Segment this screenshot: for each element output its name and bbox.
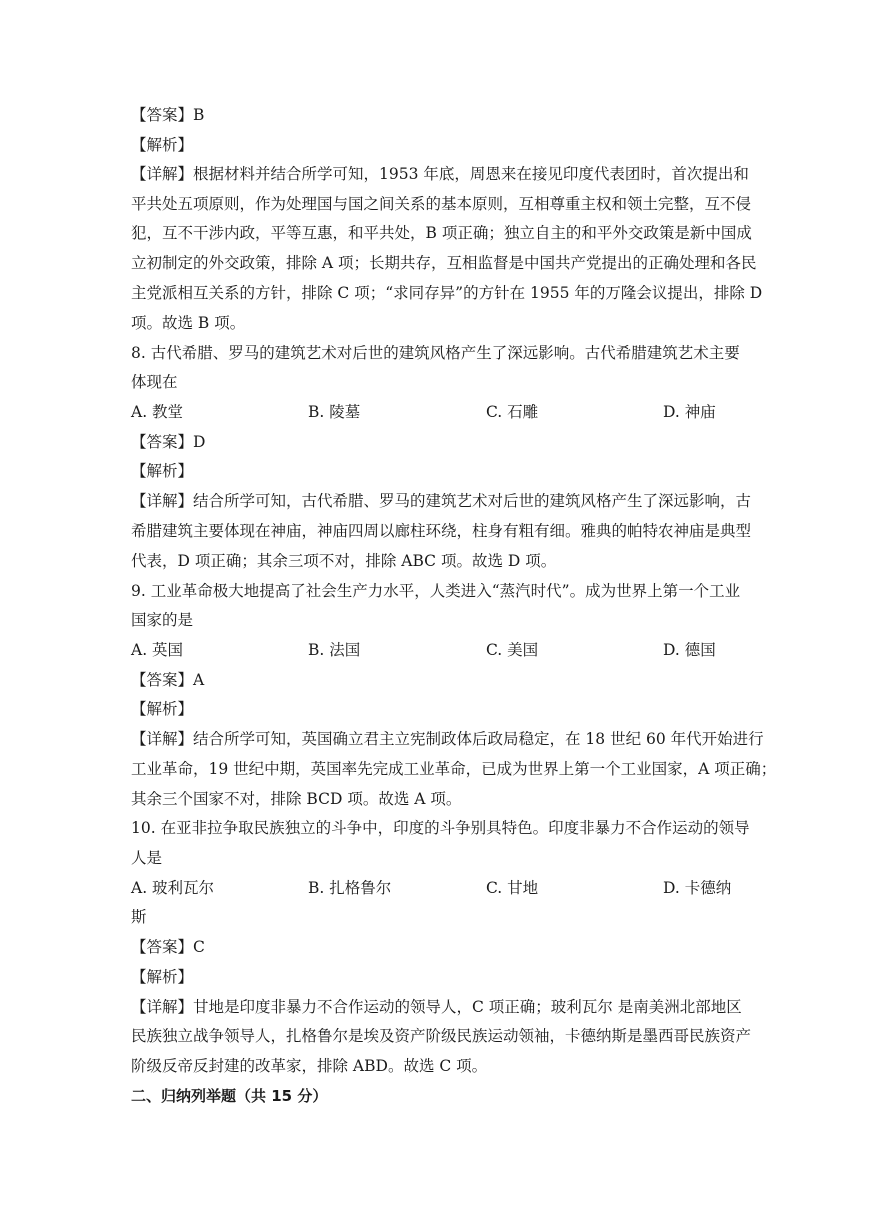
q8-detail-line: 希腊建筑主要体现在神庙，神庙四周以廊柱环绕，柱身有粗有细。雅典的帕特农神庙是典型 (131, 522, 752, 540)
q8-answer: 【答案】D (131, 433, 206, 451)
q9-detail-line: 其余三个国家不对，排除 BCD 项。故选 A 项。 (131, 790, 462, 808)
q9-detail-line: 工业革命，19 世纪中期，英国率先完成工业革命，已成为世界上第一个工业国家，A 项正确； (131, 760, 777, 778)
q10-detail-line: 【详解】甘地是印度非暴力不合作运动的领导人，C 项正确；玻利瓦尔 是南美洲北部地区 (131, 998, 742, 1016)
q9-answer: 【答案】A (131, 671, 205, 689)
q9-option-c: C. 美国 (486, 641, 539, 659)
q10-option-b: B. 扎格鲁尔 (308, 879, 392, 897)
q7-detail-line: 平共处五项原则，作为处理国与国之间关系的基本原则，互相尊重主权和领土完整，互不侵 (131, 195, 752, 213)
q9-options (131, 640, 751, 660)
q7-detail-line: 犯，互不干涉内政，平等互惠，和平共处，B 项正确；独立自主的和平外交政策是新中国成 (131, 224, 752, 242)
q7-detail-line: 主党派相互关系的方针，排除 C 项；“求同存异”的方针在 1955 年的万隆会议提出，排除 D (131, 284, 763, 302)
q8-option-b: B. 陵墓 (308, 403, 361, 421)
q8-options (131, 402, 751, 422)
q10-option-c: C. 甘地 (486, 879, 539, 897)
q8-option-a: A. 教堂 (131, 403, 184, 421)
q8-stem: 8. 古代希腊、罗马的建筑艺术对后世的建筑风格产生了深远影响。古代希腊建筑艺术主要 (131, 344, 740, 362)
q10-answer: 【答案】C (131, 938, 205, 956)
q9-detail-line: 【详解】结合所学可知，英国确立君主立宪制政体后政局稳定，在 18 世纪 60 年代开始进行 (131, 730, 764, 748)
q10-detail-line: 民族独立战争领导人，扎格鲁尔是埃及资产阶级民族运动领袖，卡德纳斯是墨西哥民族资产 (131, 1027, 752, 1045)
q8-option-d: D. 神庙 (663, 403, 716, 421)
q7-answer: 【答案】B (131, 106, 205, 124)
q9-stem: 国家的是 (131, 611, 194, 629)
q7-detail-line: 项。故选 B 项。 (131, 314, 246, 332)
q8-analysis-label: 【解析】 (131, 462, 194, 480)
q9-stem: 9. 工业革命极大地提高了社会生产力水平，人类进入“蒸汽时代”。成为世界上第一个工业 (131, 582, 741, 600)
section-heading: 二、归纳列举题（共 15 分） (131, 1087, 328, 1105)
q8-stem: 体现在 (131, 373, 178, 391)
q10-option-d: D. 卡德纳 (663, 879, 732, 897)
q10-detail-line: 阶级反帝反封建的改革家，排除 ABD。故选 C 项。 (131, 1057, 488, 1075)
q9-option-b: B. 法国 (308, 641, 361, 659)
q10-options (131, 878, 751, 898)
q10-stem: 10. 在亚非拉争取民族独立的斗争中，印度的斗争别具特色。印度非暴力不合作运动的领导 (131, 819, 750, 837)
q7-detail-line: 立初制定的外交政策，排除 A 项；长期共存，互相监督是中国共产党提出的正确处理和各民 (131, 254, 757, 272)
q8-detail-line: 【详解】结合所学可知，古代希腊、罗马的建筑艺术对后世的建筑风格产生了深远影响，古 (131, 492, 752, 510)
q9-option-d: D. 德国 (663, 641, 716, 659)
q10-stem: 人是 (131, 849, 163, 867)
q10-option-d-wrap: 斯 (131, 908, 147, 926)
q7-analysis-label: 【解析】 (131, 136, 194, 154)
q9-analysis-label: 【解析】 (131, 700, 194, 718)
q8-option-c: C. 石雕 (486, 403, 539, 421)
q10-analysis-label: 【解析】 (131, 968, 194, 986)
q8-detail-line: 代表，D 项正确；其余三项不对，排除 ABC 项。故选 D 项。 (131, 552, 557, 570)
q7-detail-line: 【详解】根据材料并结合所学可知，1953 年底，周恩来在接见印度代表团时，首次提出和 (131, 165, 749, 183)
q9-option-a: A. 英国 (131, 641, 184, 659)
q10-option-a: A. 玻利瓦尔 (131, 879, 215, 897)
